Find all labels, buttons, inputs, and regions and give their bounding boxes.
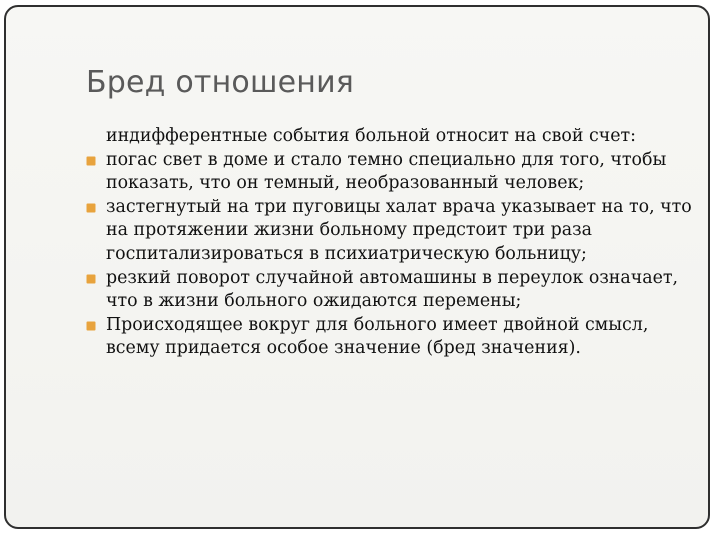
slide-frame: [4, 5, 710, 529]
bullet-icon: [86, 274, 96, 284]
bullet-text: Происходящее вокруг для больного имеет двойной смысл, всему придается особое значение (бред значения).: [106, 314, 649, 359]
bullet-item: [84, 149, 694, 196]
bullet-text: застегнутый на три пуговицы халат врача указывает на то, что на протяжении жизни больному предстоит три раза госпитализироваться в психиатрическую больницу;: [106, 196, 692, 264]
slide-content: [84, 125, 694, 361]
bullet-text: погас свет в доме и стало темно специально для того, чтобы показать, что он темный, необразованный человек;: [106, 149, 667, 194]
slide-title: Бред отношения: [86, 65, 355, 100]
bullet-icon: [86, 203, 96, 213]
bullet-text: резкий поворот случайной автомашины в переулок означает, что в жизни больного ожидаются перемены;: [106, 267, 679, 312]
bullet-item: [84, 314, 694, 361]
intro-paragraph: [84, 125, 694, 149]
bullet-item: [84, 196, 694, 267]
bullet-icon: [86, 321, 96, 331]
bullet-item: [84, 267, 694, 314]
intro-text: индифферентные события больной относит на свой счет:: [106, 126, 636, 146]
bullet-icon: [86, 156, 96, 166]
